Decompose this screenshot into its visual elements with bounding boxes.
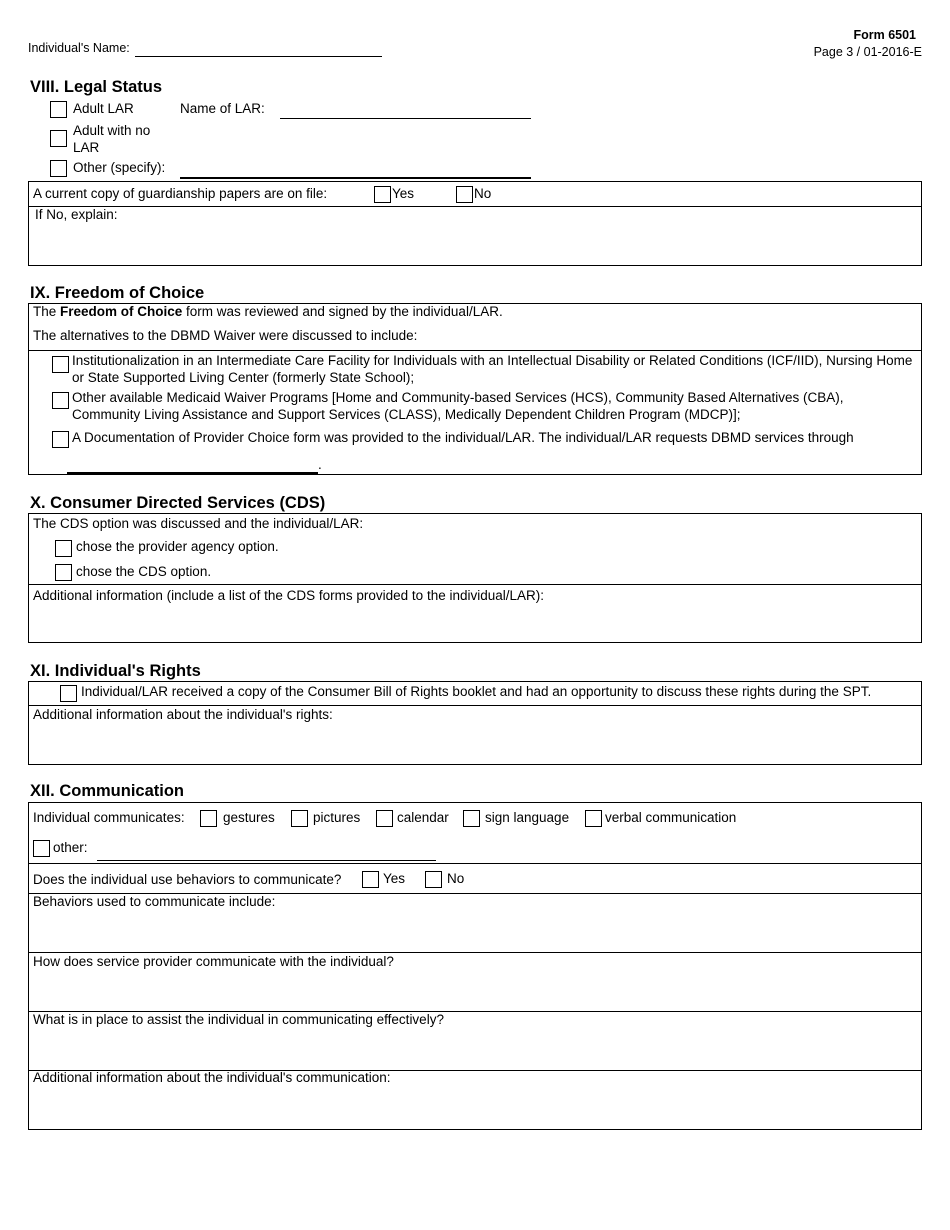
calendar-label: calendar bbox=[397, 810, 449, 825]
verbal-communication-label: verbal communication bbox=[605, 810, 737, 825]
other-specify-checkbox[interactable] bbox=[50, 160, 67, 177]
cds-intro: The CDS option was discussed and the individual/LAR: bbox=[33, 516, 364, 531]
if-no-explain-label: If No, explain: bbox=[35, 207, 118, 222]
pictures-checkbox[interactable] bbox=[291, 810, 308, 827]
cds-additional-field[interactable] bbox=[30, 605, 920, 641]
name-of-lar-label: Name of LAR: bbox=[180, 101, 265, 116]
other-specify-field[interactable] bbox=[180, 177, 531, 179]
communicates-label: Individual communicates: bbox=[33, 810, 185, 825]
sign-language-checkbox[interactable] bbox=[463, 810, 480, 827]
divider bbox=[28, 350, 922, 351]
cds-option-label: chose the CDS option. bbox=[76, 564, 212, 579]
behaviors-no-label: No bbox=[447, 871, 465, 886]
guardianship-no-label: No bbox=[474, 186, 492, 201]
cds-additional-label: Additional information (include a list of the CDS forms provided to the individual/LAR): bbox=[33, 588, 545, 603]
provider-communicates-field[interactable] bbox=[30, 971, 920, 1010]
adult-lar-label: Adult LAR bbox=[73, 101, 134, 116]
behaviors-yes-label: Yes bbox=[383, 871, 406, 886]
communication-title: XII. Communication bbox=[30, 782, 185, 800]
rights-received-checkbox[interactable] bbox=[60, 685, 77, 702]
behaviors-used-field[interactable] bbox=[30, 911, 920, 951]
divider bbox=[28, 863, 922, 864]
sign-language-label: sign language bbox=[485, 810, 570, 825]
provider-communicates-label: How does service provider communicate with the individual? bbox=[33, 954, 394, 969]
cds-option-checkbox[interactable] bbox=[55, 564, 72, 581]
adult-no-lar-checkbox[interactable] bbox=[50, 130, 67, 147]
divider bbox=[28, 952, 922, 953]
guardianship-no-checkbox[interactable] bbox=[456, 186, 473, 203]
provider-choice-period: . bbox=[318, 457, 322, 472]
other-communication-label: other: bbox=[53, 840, 88, 855]
rights-received-label: Individual/LAR received a copy of the Consumer Bill of Rights booklet and had an opportunity to discuss these rights during the SPT. bbox=[81, 684, 872, 699]
individual-name-label: Individual's Name: bbox=[28, 41, 130, 55]
other-specify-label: Other (specify): bbox=[73, 160, 166, 175]
divider bbox=[28, 584, 922, 585]
behaviors-used-label: Behaviors used to communicate include: bbox=[33, 894, 276, 909]
calendar-checkbox[interactable] bbox=[376, 810, 393, 827]
individual-name-field[interactable] bbox=[135, 56, 382, 57]
provider-agency-label: chose the provider agency option. bbox=[76, 539, 279, 554]
provider-choice-checkbox[interactable] bbox=[52, 431, 69, 448]
dbmd-services-through-field[interactable] bbox=[67, 472, 318, 474]
cds-title: X. Consumer Directed Services (CDS) bbox=[30, 494, 326, 512]
gestures-label: gestures bbox=[223, 810, 275, 825]
rights-additional-field[interactable] bbox=[30, 724, 920, 763]
form-number: Form 6501 bbox=[853, 28, 916, 42]
in-place-field[interactable] bbox=[30, 1029, 920, 1069]
page-info: Page 3 / 01-2016-E bbox=[813, 45, 922, 59]
legal-status-title: VIII. Legal Status bbox=[30, 78, 163, 96]
in-place-label: What is in place to assist the individual in communicating effectively? bbox=[33, 1012, 444, 1027]
gestures-checkbox[interactable] bbox=[200, 810, 217, 827]
verbal-communication-checkbox[interactable] bbox=[585, 810, 602, 827]
provider-agency-checkbox[interactable] bbox=[55, 540, 72, 557]
if-no-explain-field[interactable] bbox=[30, 224, 920, 264]
freedom-of-choice-title: IX. Freedom of Choice bbox=[30, 284, 205, 302]
behaviors-yes-checkbox[interactable] bbox=[362, 871, 379, 888]
other-communication-field[interactable] bbox=[97, 860, 436, 861]
behaviors-question: Does the individual use behaviors to communicate? bbox=[33, 872, 342, 887]
guardianship-question: A current copy of guardianship papers are on file: bbox=[33, 186, 328, 201]
guardianship-yes-checkbox[interactable] bbox=[374, 186, 391, 203]
institutionalization-checkbox[interactable] bbox=[52, 356, 69, 373]
freedom-of-choice-statement: The Freedom of Choice form was reviewed and signed by the individual/LAR. bbox=[33, 304, 503, 319]
guardianship-yes-label: Yes bbox=[392, 186, 415, 201]
adult-no-lar-label: Adult with no LAR bbox=[73, 123, 151, 155]
other-waiver-checkbox[interactable] bbox=[52, 392, 69, 409]
other-communication-checkbox[interactable] bbox=[33, 840, 50, 857]
institutionalization-label: Institutionalization in an Intermediate Care Facility for Individuals with an Intellectual Disability or Related Conditions (ICF/IID), Nursing Home or State Supported Living Center (formerly State School); bbox=[72, 353, 913, 385]
divider bbox=[28, 206, 922, 207]
rights-title: XI. Individual's Rights bbox=[30, 662, 201, 680]
communication-additional-label: Additional information about the individual's communication: bbox=[33, 1070, 391, 1085]
provider-choice-label: A Documentation of Provider Choice form was provided to the individual/LAR. The individual/LAR requests DBMD services through bbox=[72, 430, 854, 445]
behaviors-no-checkbox[interactable] bbox=[425, 871, 442, 888]
other-waiver-label: Other available Medicaid Waiver Programs [Home and Community-based Services (HCS), Community Based Alternatives (CBA), Community Living Assistance and Support Services (CLASS), Medically Dependent Children Program (MDCP)]; bbox=[72, 390, 844, 422]
rights-additional-label: Additional information about the individual's rights: bbox=[33, 707, 333, 722]
name-of-lar-field[interactable] bbox=[280, 118, 531, 119]
alternatives-intro: The alternatives to the DBMD Waiver were discussed to include: bbox=[33, 328, 418, 343]
divider bbox=[28, 705, 922, 706]
adult-lar-checkbox[interactable] bbox=[50, 101, 67, 118]
pictures-label: pictures bbox=[313, 810, 361, 825]
communication-additional-field[interactable] bbox=[30, 1087, 920, 1128]
